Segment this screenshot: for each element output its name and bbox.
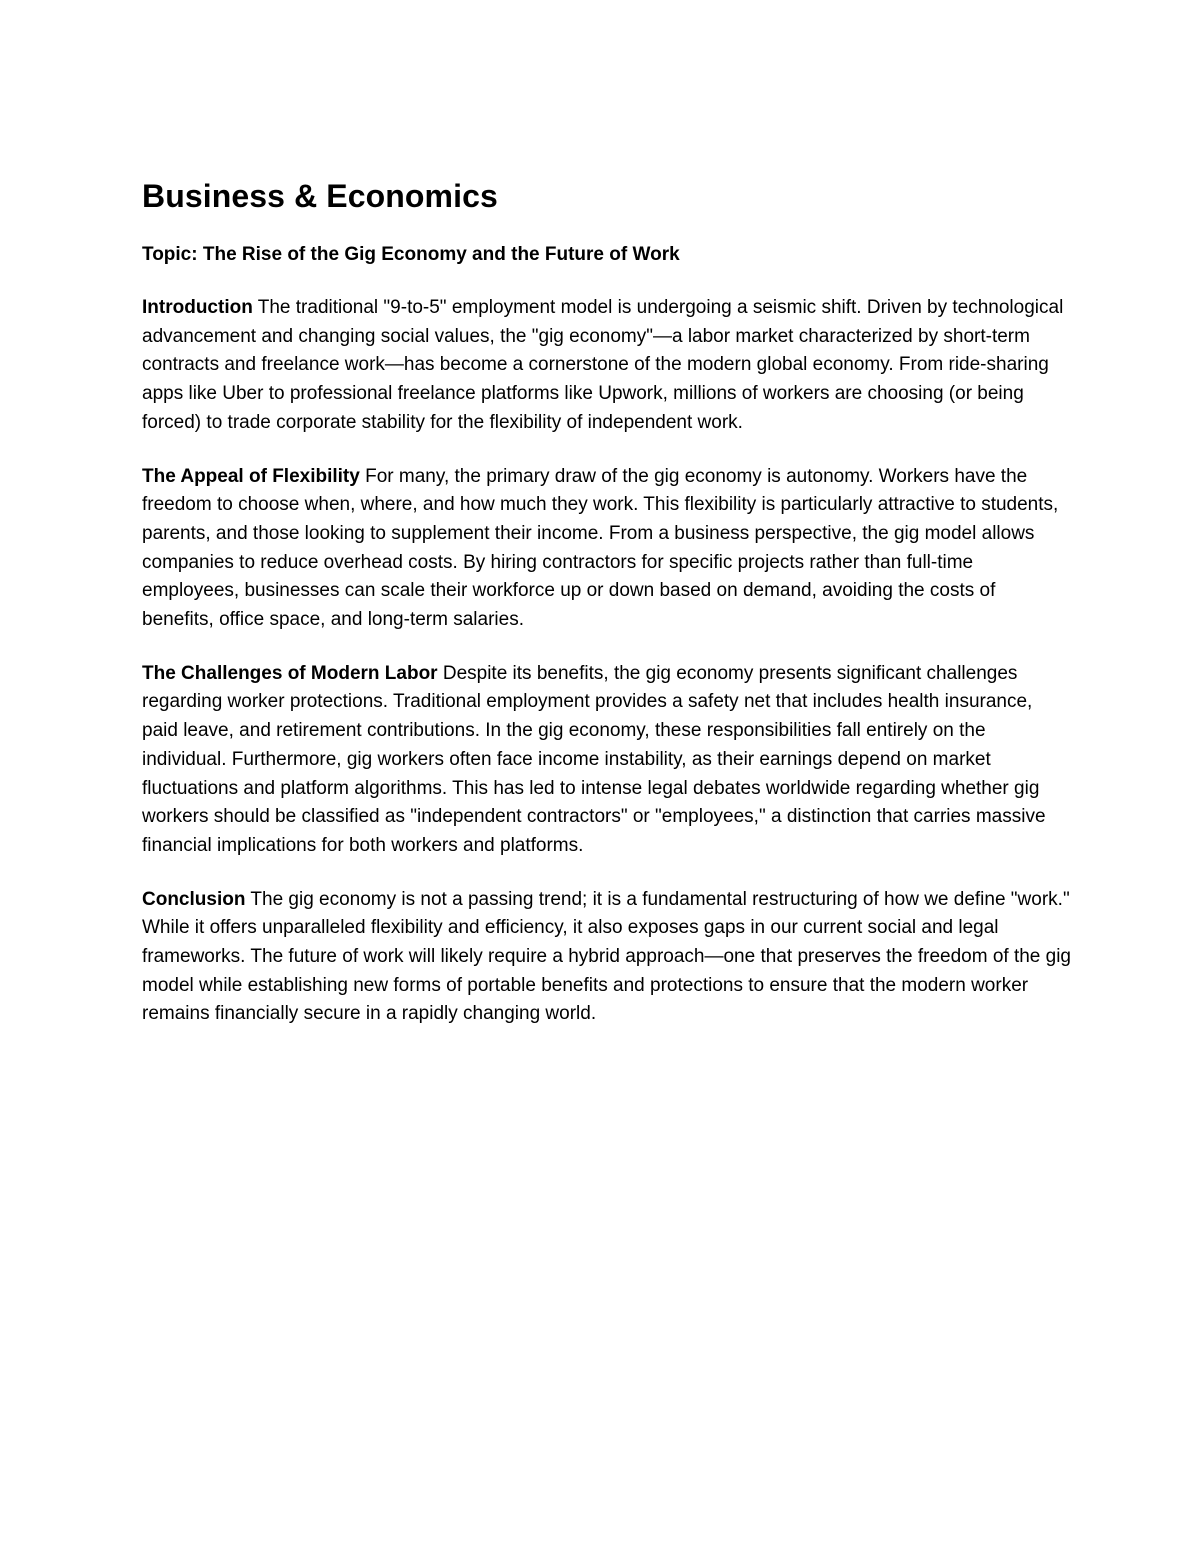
section-introduction xyxy=(142,294,1072,438)
section-heading: The Appeal of Flexibility xyxy=(142,465,360,487)
section-heading: The Challenges of Modern Labor xyxy=(142,662,438,684)
document-topic: Topic: The Rise of the Gig Economy and the Future of Work xyxy=(142,244,680,265)
section-heading: Introduction xyxy=(142,297,253,318)
section-body: For many, the primary draw of the gig economy is autonomy. Workers have the freedom to choose when, where, and how much they work. This flexibility is particularly attractive to students, parents, and those looking to supplement their income. From a business perspective, the gig model allows companies to reduce overhead costs. By hiring contractors for specific projects rather than full-time employees, businesses can scale their workforce up or down based on demand, avoiding the costs of benefits, office space, and long-term salaries. xyxy=(142,465,1059,631)
section-challenges-of-modern-labor xyxy=(142,660,1072,861)
section-body: Despite its benefits, the gig economy presents significant challenges regarding worker protections. Traditional employment provides a safety net that includes health insurance, paid leave, and retirement contributions. In the gig economy, these responsibilities fall entirely on the individual. Furthermore, gig workers often face income instability, as their earnings depend on market fluctuations and platform algorithms. This has led to intense legal debates worldwide regarding whether gig workers should be classified as "independent contractors" or "employees," a distinction that carries massive financial implications for both workers and platforms. xyxy=(142,662,1046,856)
section-heading: Conclusion xyxy=(142,888,246,910)
section-body: The gig economy is not a passing trend; it is a fundamental restructuring of how we define "work." While it offers unparalleled flexibility and efficiency, it also exposes gaps in our current social and legal frameworks. The future of work will likely require a hybrid approach—one that preserves the freedom of the gig model while establishing new forms of portable benefits and protections to ensure that the modern worker remains financially secure in a rapidly changing world. xyxy=(142,888,1071,1025)
section-appeal-of-flexibility xyxy=(142,463,1072,635)
document-page xyxy=(142,176,1072,1029)
document-title: Business & Economics xyxy=(142,178,498,214)
section-body: The traditional "9-to-5" employment model is undergoing a seismic shift. Driven by technological advancement and changing social values, the "gig economy"—a labor market characterized by short-term contracts and freelance work—has become a cornerstone of the modern global economy. From ride-sharing apps like Uber to professional freelance platforms like Upwork, millions of workers are choosing (or being forced) to trade corporate stability for the flexibility of independent work. xyxy=(142,297,1064,433)
section-conclusion xyxy=(142,886,1072,1030)
